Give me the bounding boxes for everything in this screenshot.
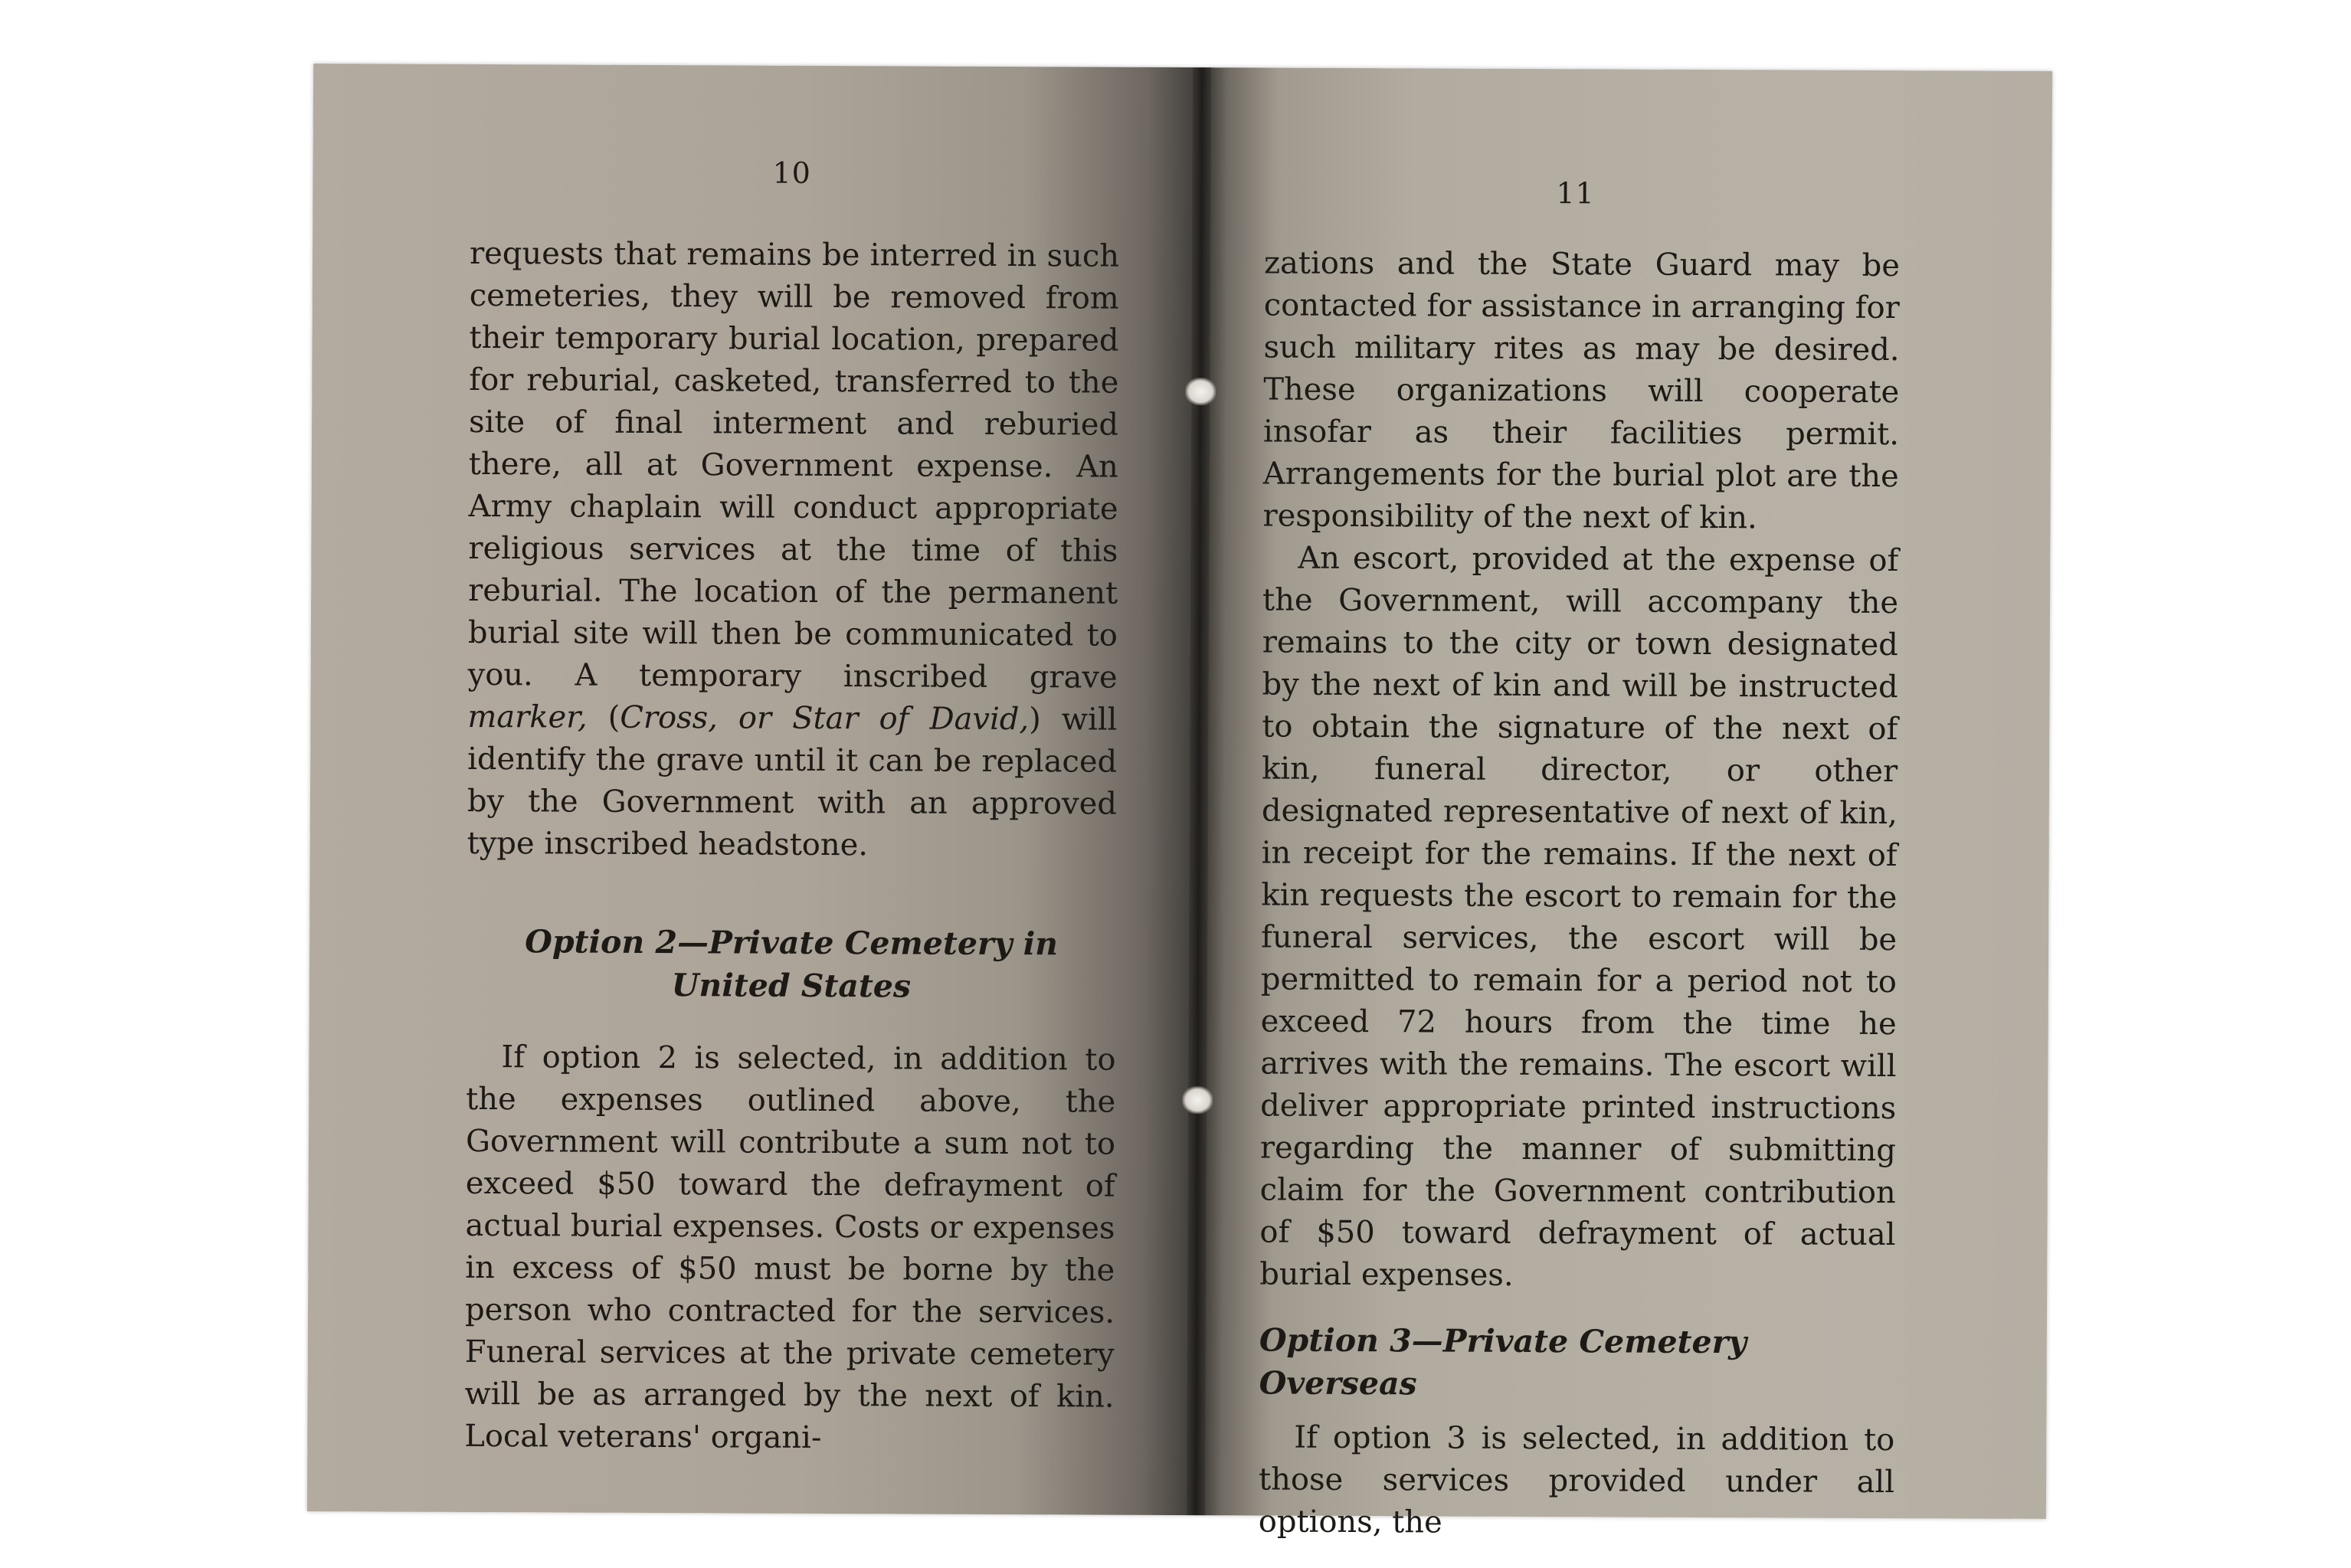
page-number-left: 10 (772, 155, 811, 190)
left-page-text (464, 233, 1119, 1461)
right-paragraph-3: If option 3 is selected, in addition to those services provided under all options, the (1258, 1419, 1895, 1540)
left-paragraph-1: requests that remains be interred in such cemeteries, they will be removed from their temporary burial location, prepared for reburial, casketed, transferred to the site of final interment and reburied there, all at Government expense. An Army chaplain will conduct appropriate religious services at the time of this reburial. The location of the permanent burial site will then be communicated to you. A temporary inscribed grave marker, (Cross, or Star of David,) will identify the grave until it can be replaced by the Government with an approved type inscribed headstone. (467, 235, 1120, 863)
right-page-text (1259, 242, 1900, 1546)
staple-hole (1182, 1086, 1213, 1114)
right-page (1196, 67, 2052, 1540)
option-2-heading: Option 2—Private Cemetery in United States (525, 923, 1059, 1005)
right-paragraph-2: An escort, provided at the expense of the Government, will accompany the remains to the city or town designated by the next of kin and will be instructed to obtain the signature of the next of kin, funeral director, or other designated representative of next of kin, in receipt for the remains. If the next of kin requests the escort to remain for the funeral services, the escort will be permitted to remain for a period not to exceed 72 hours from the time he arrives with the remains. The escort will deliver appropriate printed instructions regarding the manner of submitting claim for the Government contribution of $50 toward defrayment of actual burial expenses. (1259, 540, 1899, 1293)
page-number-right: 11 (1556, 176, 1595, 211)
staple-hole (1185, 378, 1216, 405)
left-paragraph-2: If option 2 is selected, in addition to the expenses outlined above, the Government will contribute a sum not to exceed $50 toward the defrayment of actual burial expenses. Costs or expenses in excess of $50 must be borne by the person who contracted for the services. Funeral services at the private cemetery will be as arranged by the next of kin. Local veterans' organi- (464, 1039, 1116, 1455)
right-paragraph-1: zations and the State Guard may be contacted for assistance in arranging for such military rites as may be desired. These organizations will cooperate insofar as their facilities permit. Arrangements for the burial plot are the responsibility of the next of kin. (1262, 245, 1901, 536)
open-booklet (307, 64, 2052, 1540)
left-page (307, 64, 1202, 1515)
option-3-heading: Option 3—Private Cemetery Overseas (1259, 1321, 1747, 1403)
